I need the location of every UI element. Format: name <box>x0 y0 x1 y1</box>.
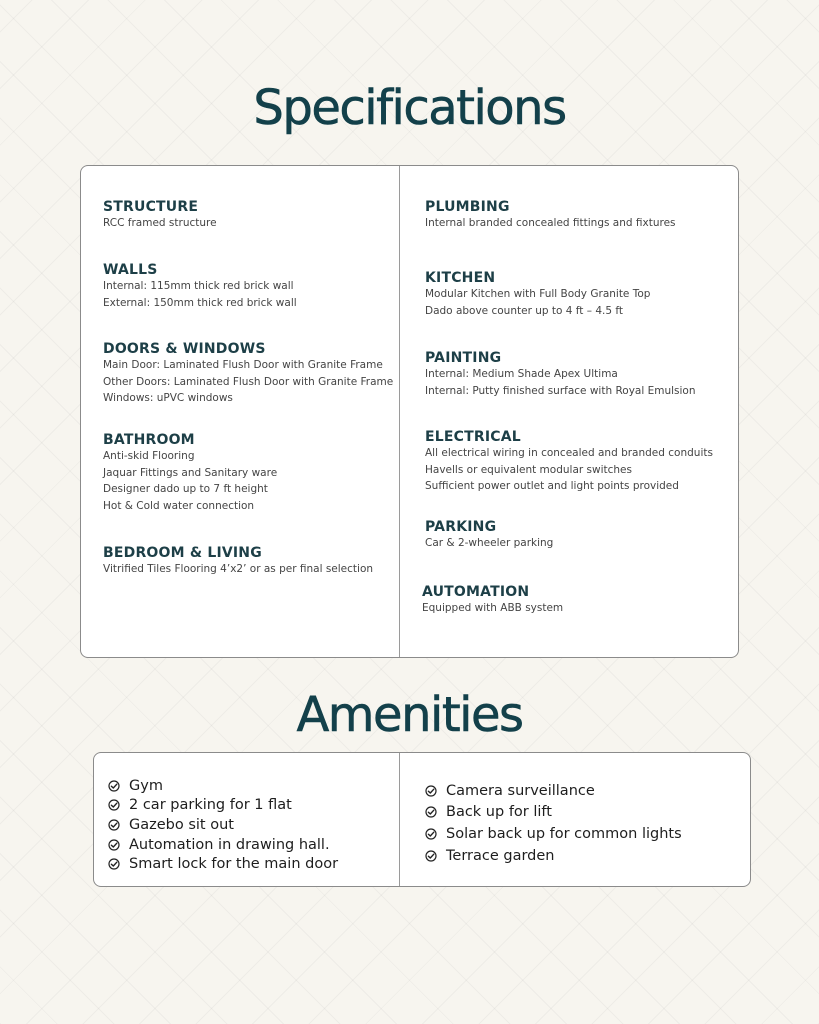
spec-section-bathroom <box>103 432 277 514</box>
spec-section-electrical <box>425 429 713 495</box>
amenity-item <box>108 854 338 874</box>
spec-section-line: Internal: 115mm thick red brick wall <box>103 280 294 292</box>
spec-section-heading: PAINTING <box>425 350 502 366</box>
spec-section-line: Internal: Putty finished surface with Royal Emulsion <box>425 384 696 397</box>
spec-section-painting <box>425 350 696 399</box>
spec-section-line: RCC framed structure <box>103 217 217 229</box>
spec-section-line: Windows: uPVC windows <box>103 392 233 404</box>
check-badge-icon <box>108 819 120 831</box>
check-badge-icon <box>425 785 437 797</box>
check-badge-icon <box>425 828 437 840</box>
spec-section-heading: PARKING <box>425 519 497 535</box>
spec-section-doors-and-windows <box>103 341 393 407</box>
spec-section-heading: ELECTRICAL <box>425 429 521 445</box>
spec-section-line: Modular Kitchen with Full Body Granite Top <box>425 288 651 300</box>
spec-section-structure <box>103 199 217 232</box>
amenity-label: Terrace garden <box>446 847 555 864</box>
amenity-label: Solar back up for common lights <box>446 825 682 842</box>
column-divider <box>399 166 400 657</box>
amenity-label: Gym <box>129 777 163 794</box>
spec-section-line: Main Door: Laminated Flush Door with Granite Frame <box>103 359 383 371</box>
check-badge-icon <box>108 799 120 811</box>
spec-section-line: Internal: Medium Shade Apex Ultima <box>425 368 618 380</box>
spec-section-plumbing <box>425 199 676 232</box>
amenities-right-list <box>425 780 682 866</box>
amenity-item <box>108 835 338 855</box>
spec-section-heading: KITCHEN <box>425 270 496 286</box>
spec-section-line: Other Doors: Laminated Flush Door with Granite Frame <box>103 375 394 388</box>
spec-section-parking <box>425 519 553 552</box>
spec-section-kitchen <box>425 270 650 319</box>
amenity-item <box>425 845 682 867</box>
column-divider <box>399 753 400 886</box>
amenity-item <box>108 815 338 835</box>
spec-section-line: Internal branded concealed fittings and fixtures <box>425 217 676 229</box>
specifications-card <box>80 165 739 658</box>
spec-section-heading: WALLS <box>103 262 158 278</box>
spec-section-bedroom-and-living <box>103 545 373 578</box>
amenity-item <box>425 802 682 824</box>
spec-section-line: Havells or equivalent modular switches <box>425 463 632 476</box>
check-badge-icon <box>108 839 120 851</box>
spec-section-walls <box>103 262 297 311</box>
spec-section-heading: BEDROOM & LIVING <box>103 545 262 561</box>
amenity-label: Automation in drawing hall. <box>129 836 330 853</box>
amenity-label: 2 car parking for 1 flat <box>129 797 292 814</box>
amenities-left-list <box>108 776 338 874</box>
amenity-label: Gazebo sit out <box>129 816 234 833</box>
spec-section-line: Jaquar Fittings and Sanitary ware <box>103 466 278 479</box>
spec-section-line: Designer dado up to 7 ft height <box>103 483 268 495</box>
spec-section-line: Sufficient power outlet and light points provided <box>425 480 679 492</box>
spec-section-line: Equipped with ABB system <box>422 602 564 614</box>
check-badge-icon <box>425 850 437 862</box>
check-badge-icon <box>108 858 120 870</box>
amenity-label: Smart lock for the main door <box>129 856 339 873</box>
spec-section-line: External: 150mm thick red brick wall <box>103 296 297 309</box>
spec-section-heading: AUTOMATION <box>422 584 530 600</box>
spec-section-line: Anti-skid Flooring <box>103 450 195 462</box>
amenity-item <box>425 823 682 845</box>
amenity-item <box>425 780 682 802</box>
amenities-card <box>93 752 751 887</box>
specifications-title: Specifications <box>253 80 566 136</box>
amenity-item <box>108 796 338 816</box>
spec-section-heading: DOORS & WINDOWS <box>103 341 266 357</box>
amenities-title: Amenities <box>296 687 523 743</box>
spec-section-line: All electrical wiring in concealed and branded conduits <box>425 447 713 459</box>
check-badge-icon <box>108 780 120 792</box>
spec-section-line: Dado above counter up to 4 ft – 4.5 ft <box>425 304 623 317</box>
amenity-label: Back up for lift <box>446 804 552 821</box>
spec-section-line: Hot & Cold water connection <box>103 499 255 512</box>
spec-section-line: Car & 2-wheeler parking <box>425 537 554 549</box>
check-badge-icon <box>425 806 437 818</box>
spec-section-heading: PLUMBING <box>425 199 510 215</box>
spec-section-line: Vitrified Tiles Flooring 4’x2’ or as per final selection <box>103 563 374 575</box>
amenity-item <box>108 776 338 796</box>
spec-section-heading: STRUCTURE <box>103 199 199 215</box>
amenity-label: Camera surveillance <box>446 782 595 799</box>
spec-section-automation <box>422 584 563 617</box>
spec-section-heading: BATHROOM <box>103 432 195 448</box>
